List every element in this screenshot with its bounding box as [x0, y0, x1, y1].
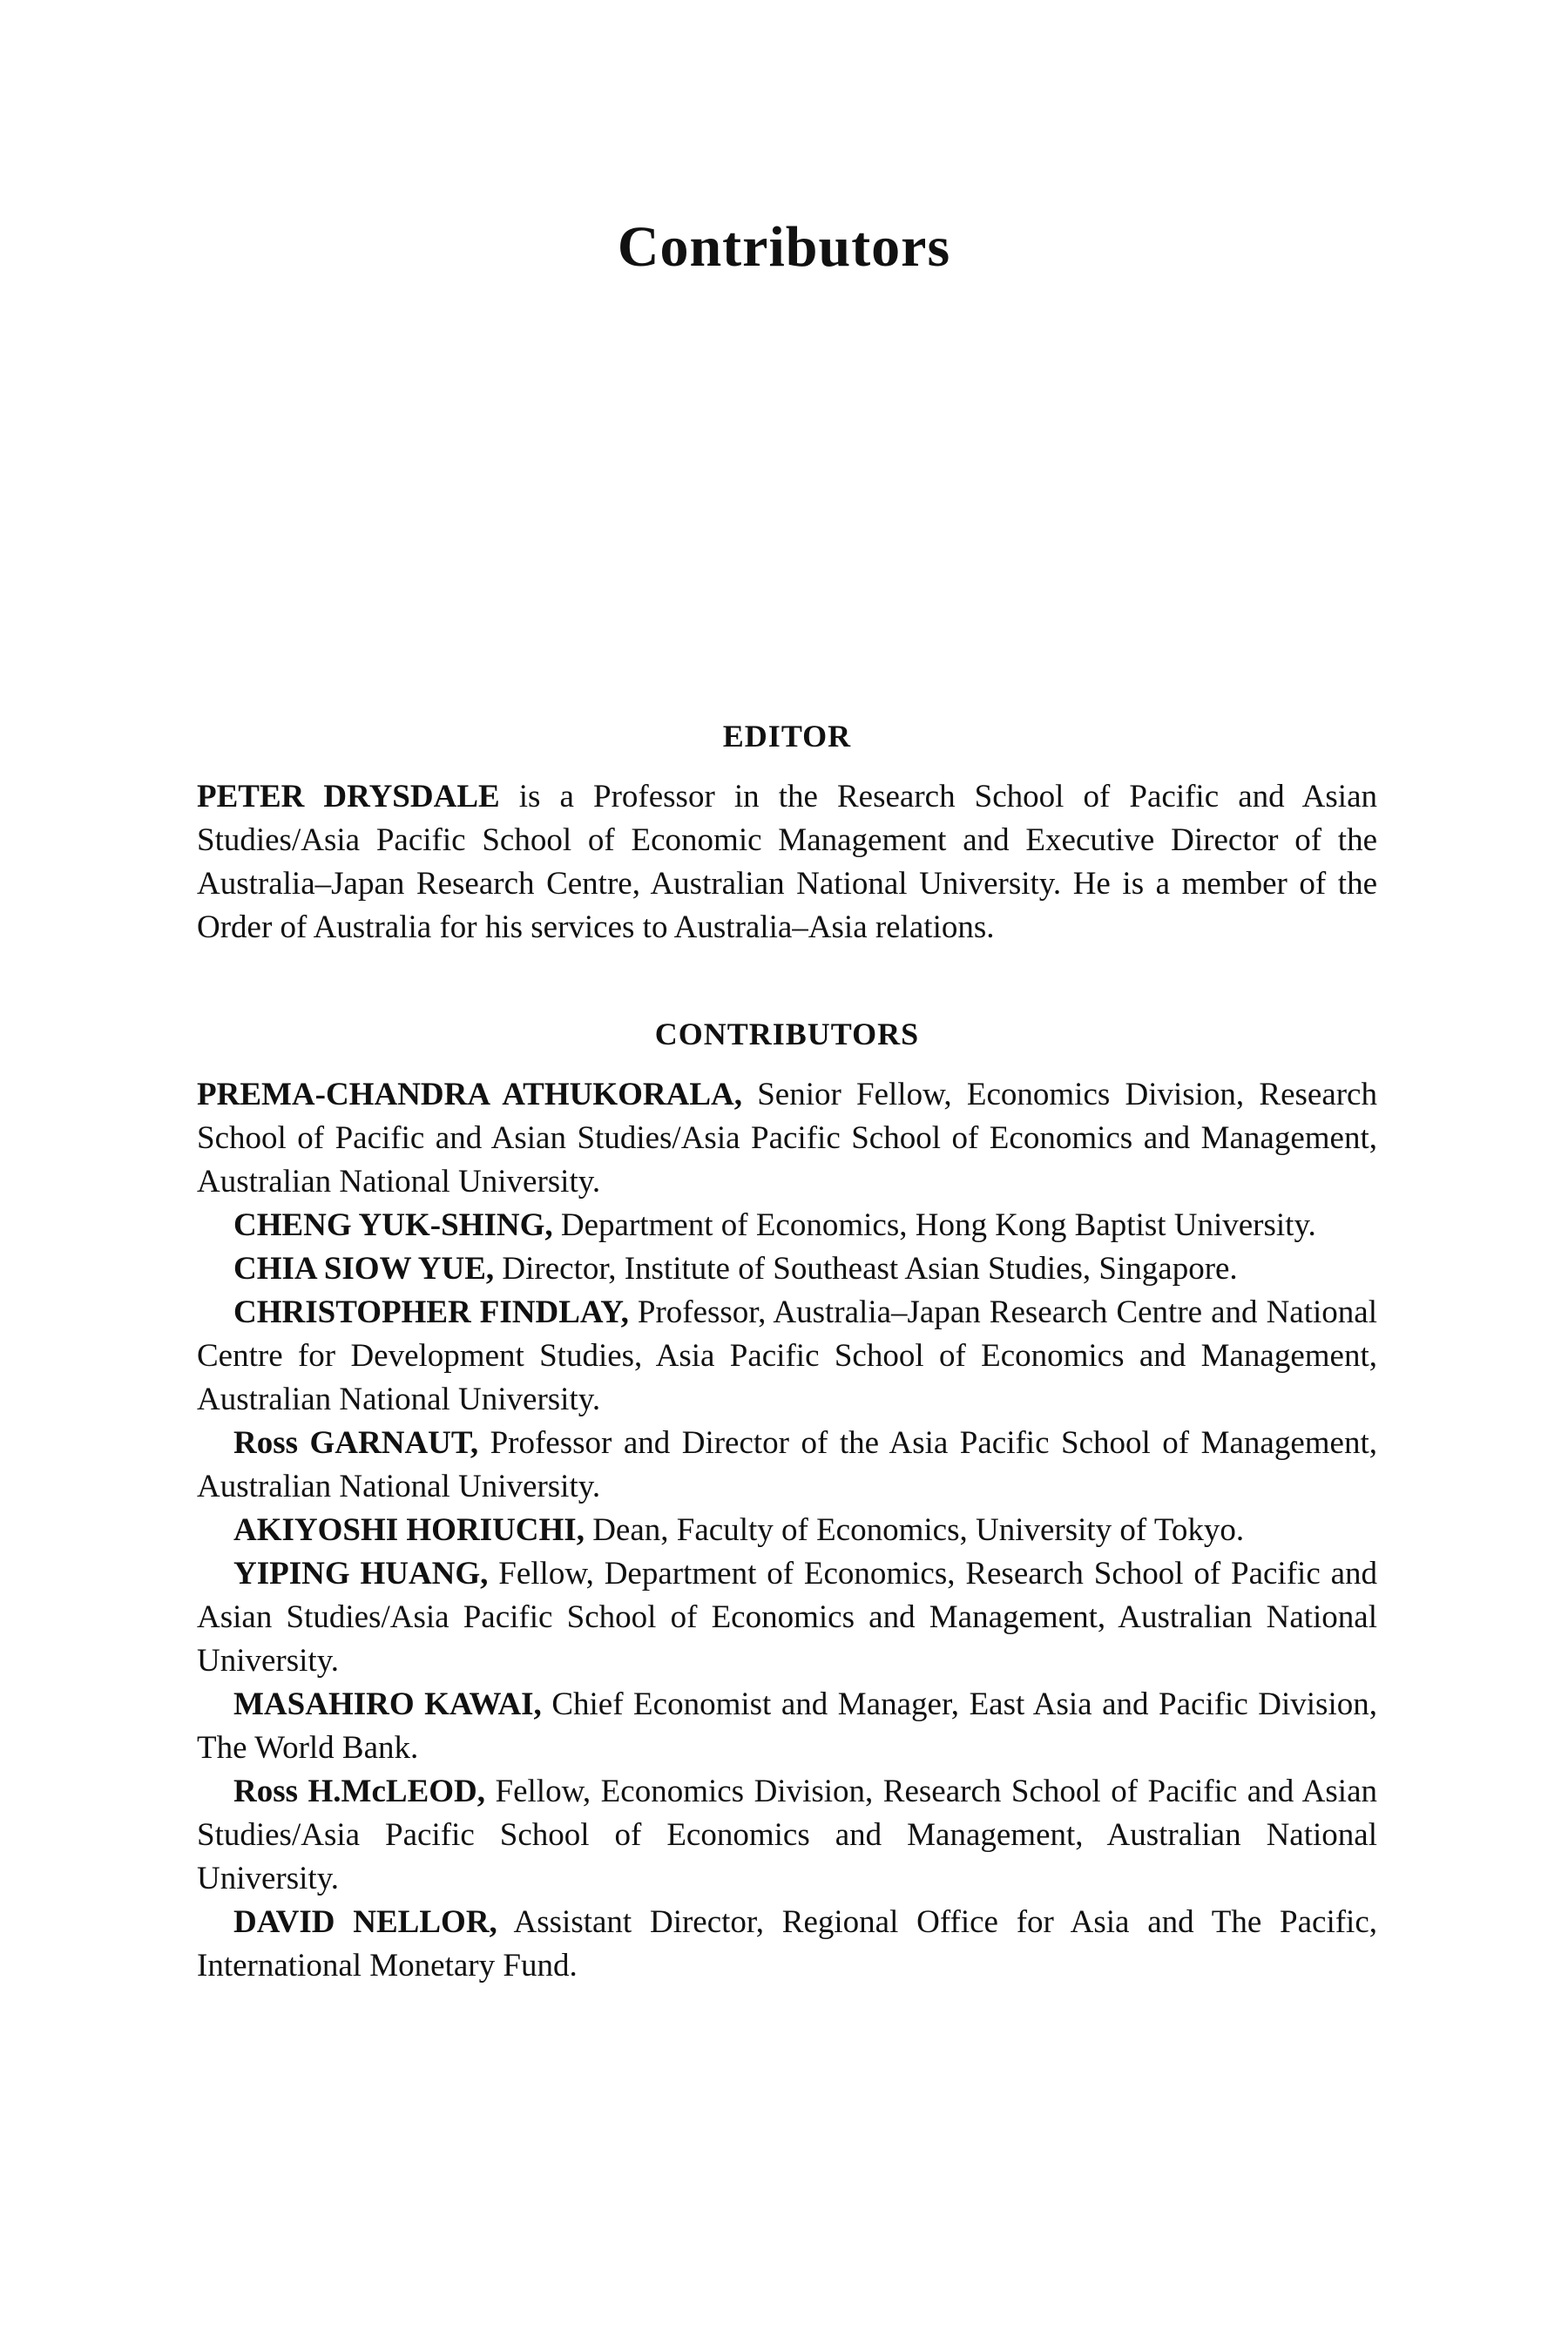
contributor-entry: [197, 1509, 1377, 1552]
contributor-affiliation: Department of Economics, Hong Kong Baptist University.: [552, 1207, 1316, 1243]
editor-heading: EDITOR: [722, 719, 852, 754]
contributor-entry: [197, 1204, 1377, 1247]
contributor-name: Ross GARNAUT,: [233, 1425, 479, 1461]
page-title: Contributors: [617, 215, 951, 280]
contributor-name: YIPING HUANG,: [233, 1556, 489, 1592]
contributor-name: PREMA-CHANDRA ATHUKORALA,: [197, 1077, 742, 1112]
contributor-name: CHIA SIOW YUE,: [233, 1251, 495, 1287]
contributor-name: MASAHIRO KAWAI,: [233, 1686, 542, 1722]
contributor-affiliation: Assistant Director, Regional Office for Asia and The Pacific, International Monetary Fund.: [197, 1904, 1377, 1984]
editor-name: PETER DRYSDALE: [197, 779, 500, 814]
contributor-entry: [197, 1770, 1377, 1901]
contributor-name: AKIYOSHI HORIUCHI,: [233, 1512, 585, 1548]
editor-entry: [197, 775, 1377, 950]
contributor-affiliation: Professor, Australia–Japan Research Centre and National Centre for Development Studies, Asia Pacific School of Economics and Management, Australian National University.: [197, 1294, 1377, 1417]
contributor-name: CHRISTOPHER FINDLAY,: [233, 1294, 629, 1330]
contributor-affiliation: Chief Economist and Manager, East Asia and Pacific Division, The World Bank.: [197, 1686, 1377, 1766]
contributor-name: Ross H.McLEOD,: [233, 1774, 486, 1809]
contributor-entry: [197, 1247, 1377, 1291]
contributor-affiliation: Director, Institute of Southeast Asian Studies, Singapore.: [494, 1251, 1238, 1287]
contributor-entry: [197, 1422, 1377, 1509]
page-content: [197, 714, 1377, 1988]
contributor-affiliation: Fellow, Department of Economics, Research School of Pacific and Asian Studies/Asia Pacific School of Economics and Management, Australian National University.: [197, 1556, 1377, 1679]
contributor-entry: [197, 1552, 1377, 1683]
contributor-name: CHENG YUK-SHING,: [233, 1207, 553, 1243]
contributor-name: DAVID NELLOR,: [233, 1904, 497, 1940]
contributor-entry: [197, 1291, 1377, 1422]
contributor-affiliation: Fellow, Economics Division, Research School of Pacific and Asian Studies/Asia Pacific School of Economics and Management, Australian National University.: [197, 1774, 1377, 1896]
contributor-affiliation: Senior Fellow, Economics Division, Research School of Pacific and Asian Studies/Asia Pacific School of Economics and Management, Australian National University.: [197, 1077, 1377, 1200]
contributor-affiliation: Professor and Director of the Asia Pacific School of Management, Australian National University.: [197, 1425, 1377, 1504]
contributor-entry: [197, 1073, 1377, 1204]
contributor-entry: [197, 1683, 1377, 1770]
contributors-heading: CONTRIBUTORS: [654, 1017, 920, 1051]
editor-bio: is a Professor in the Research School of Pacific and Asian Studies/Asia Pacific School of Economic Management and Executive Director of the Australia–Japan Research Centre, Australian National University. He is a member of the Order of Australia for his services to Australia–Asia relations.: [197, 779, 1377, 945]
contributor-affiliation: Dean, Faculty of Economics, University of Tokyo.: [584, 1512, 1245, 1548]
contributor-entry: [197, 1901, 1377, 1988]
